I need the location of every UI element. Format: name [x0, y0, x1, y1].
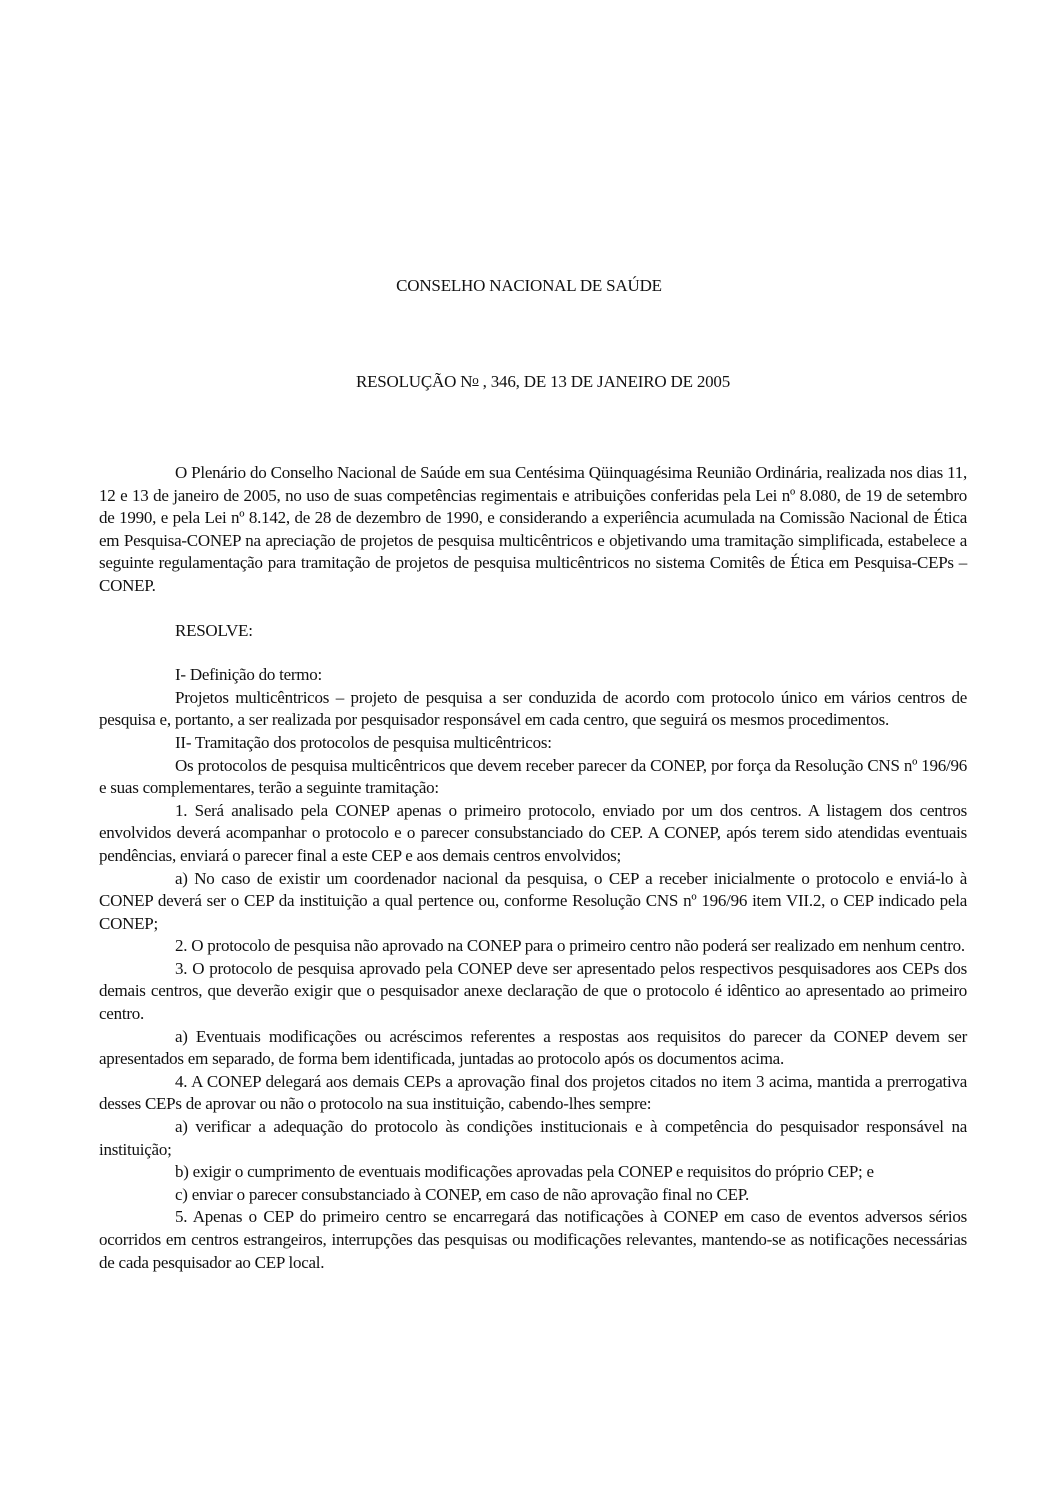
- section-ii-heading: II- Tramitação dos protocolos de pesquisa multicêntricos:: [175, 732, 552, 752]
- section-i-heading: I- Definição do termo:: [175, 665, 322, 685]
- resolution-number-date: , 346, DE 13 DE JANEIRO DE 2005: [478, 372, 731, 391]
- resolution-number-sign: o: [472, 372, 479, 387]
- item-3: 3. O protocolo de pesquisa aprovado pela CONEP deve ser apresentado pelos respectivos pesquisadores aos CEPs dos demais centros, que deverão exigir que o pesquisador anexe declaração de que o protocolo é idêntico ao apresentado ao primeiro centro.: [99, 958, 967, 1024]
- item-1-a: a) No caso de existir um coordenador nacional da pesquisa, o CEP a receber inicialmente o protocolo e enviá-lo à CONEP deverá ser o CEP da instituição a qual pertence ou, conforme Resolução CNS nº 196/96 item VII.2, o CEP indicado pela CONEP;: [99, 868, 967, 933]
- item-4: 4. A CONEP delegará aos demais CEPs a aprovação final dos projetos citados no item 3 acima, mantida a prerrogativa desses CEPs de aprovar ou não o protocolo na sua instituição, cabendo-lhes sempre:: [99, 1071, 967, 1114]
- item-4-c: c) enviar o parecer consubstanciado à CONEP, em caso de não aprovação final no CEP.: [175, 1184, 750, 1204]
- resolution-body: [99, 462, 967, 1274]
- item-2: 2. O protocolo de pesquisa não aprovado na CONEP para o primeiro centro não poderá ser realizado em nenhum centro.: [175, 936, 965, 956]
- item-5: 5. Apenas o CEP do primeiro centro se encarregará das notificações à CONEP em caso de eventos adversos sérios ocorridos em centros estrangeiros, interrupções das pesquisas ou modificações relevantes, mantendo-se as notificações necessárias de cada pesquisador ao CEP local.: [99, 1207, 967, 1272]
- item-4-b: b) exigir o cumprimento de eventuais modificações aprovadas pela CONEP e requisitos do próprio CEP; e: [175, 1162, 874, 1182]
- preamble-paragraph: O Plenário do Conselho Nacional de Saúde em sua Centésima Qüinquagésima Reunião Ordinária, realizada nos dias 11, 12 e 13 de janeiro de 2005, no uso de suas competências regimentais e atribuições conferidas pela Lei nº 8.080, de 19 de setembro de 1990, e pela Lei nº 8.142, de 28 de dezembro de 1990, e considerando a experiência acumulada na Comissão Nacional de Ética em Pesquisa-CONEP na apreciação de projetos de pesquisa multicêntricos e objetivando uma tramitação simplificada, estabelece a seguinte regulamentação para tramitação de projetos de pesquisa multicêntricos no sistema Comitês de Ética em Pesquisa-CEPs – CONEP.: [99, 463, 967, 595]
- item-1: 1. Será analisado pela CONEP apenas o primeiro protocolo, enviado por um dos centros. A listagem dos centros envolvidos deverá acompanhar o protocolo e o parecer consubstanciado do CEP. A CONEP, após terem sido atendidas eventuais pendências, enviará o parecer final a este CEP e aos demais centros envolvidos;: [99, 800, 967, 865]
- section-ii-intro: Os protocolos de pesquisa multicêntricos que devem receber parecer da CONEP, por força da Resolução CNS nº 196/96 e suas complementares, terão a seguinte tramitação:: [99, 755, 967, 798]
- item-4-a: a) verificar a adequação do protocolo às condições institucionais e à competência do pesquisador responsável na instituição;: [99, 1117, 967, 1159]
- resolution-heading: [0, 372, 1058, 392]
- resolution-prefix: RESOLUÇÃO N: [355, 372, 473, 391]
- resolve-heading: RESOLVE:: [175, 620, 253, 640]
- item-3-a: a) Eventuais modificações ou acréscimos referentes a respostas aos requisitos do parecer da CONEP devem ser apresentados em separado, de forma bem identificada, juntadas ao protocolo após os documentos acima.: [99, 1026, 967, 1069]
- council-heading: CONSELHO NACIONAL DE SAÚDE: [396, 276, 662, 295]
- definition-paragraph: Projetos multicêntricos – projeto de pesquisa a ser conduzida de acordo com protocolo único em vários centros de pesquisa e, portanto, a ser realizada por pesquisador responsável em cada centro, que seguirá os mesmos procedimentos.: [99, 687, 967, 730]
